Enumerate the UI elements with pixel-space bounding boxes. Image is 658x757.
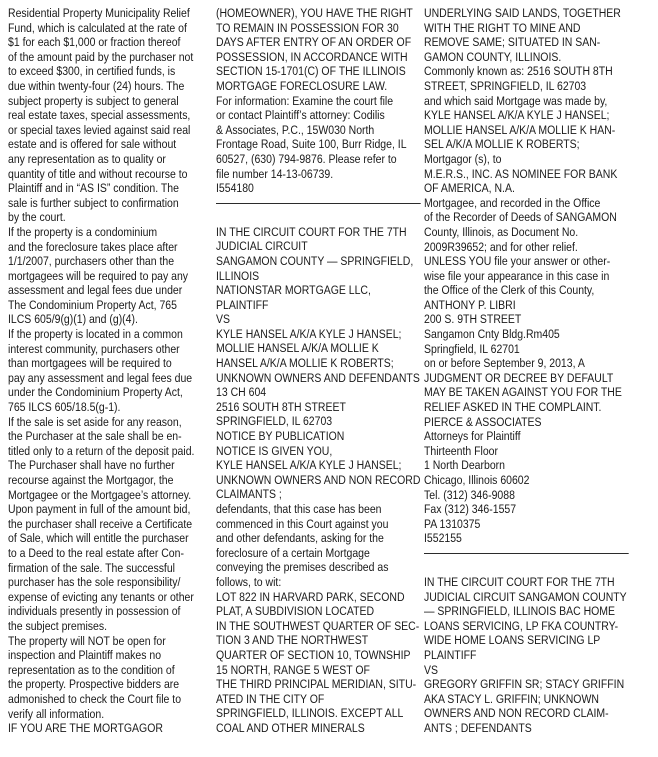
notice-text-line: Mortgagee or the Mortgagee’s attorney. <box>8 487 192 502</box>
notice-text-line: If the property is a condominium <box>8 224 158 239</box>
notice-text-line: of the amount paid by the purchaser not <box>8 49 194 64</box>
notice-text-line: 200 S. 9TH STREET <box>424 312 522 327</box>
notice-text-line: under the Condominium Property Act, <box>8 385 183 400</box>
notice-text-line: The property will NOT be open for <box>8 633 166 648</box>
notice-text-line: wise file your appearance in this case in <box>424 268 610 283</box>
notice-text-line: commenced in this Court against you <box>216 516 389 531</box>
notice-text-line: (HOMEOWNER), YOU HAVE THE RIGHT <box>216 6 413 20</box>
notice-text-line: POSSESSION, IN ACCORDANCE WITH <box>216 49 408 64</box>
notice-text-line: NATIONSTAR MORTGAGE LLC, <box>216 283 371 298</box>
notice-text-line: UNKNOWN OWNERS AND DEFENDANTS <box>216 370 420 385</box>
notice-text-line: 2009R39652; and for other relief. <box>424 239 578 254</box>
notice-text-line: defendants, that this case has been <box>216 502 382 516</box>
notice-text-line: SEL A/K/A MOLLIE K ROBERTS; <box>424 137 580 152</box>
notice-text-line: ILLINOIS <box>216 268 260 283</box>
notice-divider <box>424 553 629 554</box>
notice-text-line: mortgagees will be required to pay any <box>8 268 189 283</box>
notice-text-line: KYLE HANSEL A/K/A KYLE J HANSEL; <box>216 326 402 341</box>
notice-text-line: & Associates, P.C., 15W030 North <box>216 122 375 137</box>
notice-text-line: I554180 <box>216 181 254 196</box>
notice-text-line: JUDICIAL CIRCUIT SANGAMON COUNTY <box>424 589 627 604</box>
notice-text-line: NOTICE BY PUBLICATION <box>216 429 345 444</box>
column-3 <box>424 6 629 736</box>
notice-text-line: by the court. <box>8 210 66 225</box>
notice-text-line: QUARTER OF SECTION 10, TOWNSHIP <box>216 647 411 662</box>
notice-text-line: AKA STACY L. GRIFFIN; UNKNOWN <box>424 691 599 706</box>
notice-text-line: SECTION 15-1701(C) OF THE ILLINOIS <box>216 64 406 79</box>
notice-text-line: SANGAMON COUNTY — SPRINGFIELD, <box>216 253 414 268</box>
notice-text-line: PLAT, A SUBDIVISION LOCATED <box>216 604 375 619</box>
notice-text-line: Mortgagor (s), to <box>424 151 502 166</box>
notice-text-line: RELIEF ASKED IN THE COMPLAINT. <box>424 400 602 415</box>
notice-text-line: purchaser has the sole responsibility/ <box>8 575 181 590</box>
notice-text-line: NOTICE IS GIVEN YOU, <box>216 443 333 458</box>
notice-text-line: HANSEL A/K/A MOLLIE K ROBERTS; <box>216 356 394 371</box>
notice-text-line: Fax (312) 346-1557 <box>424 502 517 517</box>
notice-text-line: Fund, which is calculated at the rate of <box>8 20 187 35</box>
notice-text-line: ATED IN THE CITY OF <box>216 691 325 706</box>
column-1 <box>8 6 194 736</box>
notice-text-line: Tel. (312) 346-9088 <box>424 487 515 502</box>
notice-text-line: titled only to a return of the deposit paid. <box>8 443 195 458</box>
notice-text-line: to a Deed to the real estate after Con- <box>8 545 184 560</box>
notice-text-line: and the foreclosure takes place after <box>8 239 178 254</box>
notice-text-line: 60527, (630) 794-9876. Please refer to <box>216 151 397 166</box>
notice-text-line: CLAIMANTS ; <box>216 487 282 502</box>
notice-text-line: OWNERS AND NON RECORD CLAIM- <box>424 706 609 721</box>
notice-divider <box>216 203 421 204</box>
notice-text-line: COAL AND OTHER MINERALS <box>216 720 365 735</box>
notice-text-line: the property. Prospective bidders are <box>8 677 180 692</box>
notice-text-line: PIERCE & ASSOCIATES <box>424 414 542 429</box>
notice-text-line: Upon payment in full of the amount bid, <box>8 502 191 517</box>
notice-text-line: the purchaser shall receive a Certificate <box>8 516 193 531</box>
notice-text-line: of the Recorder of Deeds of SANGAMON <box>424 210 617 225</box>
notice-text-line: TO REMAIN IN POSSESSION FOR 30 <box>216 20 399 35</box>
notice-text-line: If the property is located in a common <box>8 327 183 342</box>
notice-text-line: quantity of title and without recourse to <box>8 166 188 181</box>
notice-text-line: ANTHONY P. LIBRI <box>424 297 516 312</box>
notice-text-line: foreclosure of a certain Mortgage <box>216 545 370 560</box>
notice-text-line: expense of evicting any tenants or other <box>8 589 194 604</box>
notice-text-line: IF YOU ARE THE MORTGAGOR <box>8 721 163 736</box>
notice-text-line: 765 ILCS 605/18.5(g-1). <box>8 400 121 415</box>
notice-text-line: of Sale, which will entitle the purchaser <box>8 531 189 546</box>
notice-text-line: individuals presently in possession of <box>8 604 181 619</box>
notice-text-line: PLAINTIFF <box>424 647 477 662</box>
notice-text-line: file number 14-13-06739. <box>216 166 334 181</box>
notice-text-line: JUDICIAL CIRCUIT <box>216 239 308 254</box>
notice-text-line: 13 CH 604 <box>216 385 267 400</box>
notice-text-line: Plaintiff and in “AS IS” condition. The <box>8 181 179 196</box>
notice-text-line: JUDGMENT OR DECREE BY DEFAULT <box>424 370 614 385</box>
notice-text-line: verify all information. <box>8 706 105 721</box>
notice-text-line: recourse against the Mortgagor, the <box>8 473 174 487</box>
notice-text-line: M.E.R.S., INC. AS NOMINEE FOR BANK <box>424 166 618 181</box>
notice-text-line: any representation as to quality or <box>8 151 166 166</box>
notice-text-line: MAY BE TAKEN AGAINST YOU FOR THE <box>424 385 622 400</box>
notice-text-line: on or before September 9, 2013, A <box>424 356 585 371</box>
notice-text-line: LOANS SERVICING, LP FKA COUNTRY- <box>424 618 619 633</box>
notice-text-line: the Office of the Clerk of this County, <box>424 283 595 298</box>
notice-text-line: assessment and legal fees due under <box>8 283 183 298</box>
notice-text-line: UNKNOWN OWNERS AND NON RECORD <box>216 472 421 487</box>
notice-text-line: STREET, SPRINGFIELD, IL 62703 <box>424 78 587 93</box>
notice-text-line: VS <box>216 312 230 327</box>
notice-text-line: inspection and Plaintiff makes no <box>8 648 162 663</box>
notice-text-line: UNDERLYING SAID LANDS, TOGETHER <box>424 6 621 20</box>
notice-text-line: ILCS 605/9(g)(1) and (g)(4). <box>8 312 138 327</box>
notice-text-line: UNLESS YOU file your answer or other- <box>424 254 611 269</box>
notice-text-line: WIDE HOME LOANS SERVICING LP <box>424 633 601 648</box>
notice-text-line: representation as to the condition of <box>8 662 175 677</box>
notice-text-line: Chicago, Illinois 60602 <box>424 473 530 487</box>
notice-text-line: The Purchaser shall have no further <box>8 458 175 473</box>
notice-text-line: — SPRINGFIELD, ILLINOIS BAC HOME <box>424 604 616 619</box>
notice-text-line: or special taxes levied against said real <box>8 122 191 137</box>
notice-text-line: due within twenty-four (24) hours. The <box>8 78 185 93</box>
notice-text-line: interest community, purchasers other <box>8 341 180 356</box>
notice-text-line: admonished to check the Court file to <box>8 691 182 706</box>
notice-text-line: OF AMERICA, N.A. <box>424 181 515 196</box>
notice-text-line: Attorneys for Plaintiff <box>424 429 521 444</box>
notice-text-line: THE THIRD PRINCIPAL MERIDIAN, SITU- <box>216 677 417 692</box>
notice-text-line: and other defendants, asking for the <box>216 531 384 546</box>
notice-text-line: 1/1/2007, purchasers other than the <box>8 254 175 269</box>
notice-text-line: SPRINGFIELD, IL 62703 <box>216 414 333 429</box>
notice-text-line: KYLE HANSEL A/K/A KYLE J HANSEL; <box>424 108 610 123</box>
notice-text-line: MOLLIE HANSEL A/K/A MOLLIE K <box>216 341 379 356</box>
notice-text-line: pay any assessment and legal fees due <box>8 370 193 385</box>
notice-text-line: sale is further subject to confirmation <box>8 195 179 210</box>
notice-text-line: to exceed $300, in certified funds, is <box>8 64 176 79</box>
notice-text-line: MORTGAGE FORECLOSURE LAW. <box>216 78 388 93</box>
notice-text-line: DAYS AFTER ENTRY OF AN ORDER OF <box>216 35 412 50</box>
notice-text-line: Springfield, IL 62701 <box>424 341 520 356</box>
notice-text-line: The Condominium Property Act, 765 <box>8 297 177 312</box>
notice-text-line: Commonly known as: 2516 SOUTH 8TH <box>424 64 613 79</box>
notice-text-line: or contact Plaintiff’s attorney: Codilis <box>216 108 385 123</box>
notice-text-line: 15 NORTH, RANGE 5 WEST OF <box>216 662 370 677</box>
notice-text-line: real estate taxes, special assessments, <box>8 108 191 123</box>
notice-text-line: Residential Property Municipality Relief <box>8 6 190 20</box>
notice-text-line: 1 North Dearborn <box>424 458 505 473</box>
notice-text-line: than mortgagees will be required to <box>8 356 172 371</box>
notice-text-line: firmation of the sale. The successful <box>8 560 176 575</box>
notice-text-line: PA 1310375 <box>424 516 481 531</box>
notice-text-line: GREGORY GRIFFIN SR; STACY GRIFFIN <box>424 677 625 692</box>
notice-text-line: VS <box>424 662 438 677</box>
notice-text-line: estate and is offered for sale without <box>8 137 177 152</box>
notice-text-line: $1 for each $1,000 or fraction thereof <box>8 35 181 50</box>
notice-text-line: I552155 <box>424 531 462 546</box>
notice-text-line: and which said Mortgage was made by, <box>424 93 608 108</box>
notice-text-line: subject property is subject to general <box>8 93 179 108</box>
notice-text-line: the Purchaser at the sale shall be en- <box>8 429 182 444</box>
notice-text-line: For information: Examine the court file <box>216 93 394 108</box>
notice-text-line: If the sale is set aside for any reason, <box>8 414 182 429</box>
notice-text-line: MOLLIE HANSEL A/K/A MOLLIE K HAN- <box>424 122 616 137</box>
column-2 <box>216 6 421 736</box>
notice-text-line: GAMON COUNTY, ILLINOIS. <box>424 49 562 64</box>
notice-text-line: LOT 822 IN HARVARD PARK, SECOND <box>216 589 405 604</box>
notice-text-line: TION 3 AND THE NORTHWEST <box>216 633 369 648</box>
notice-text-line: 2516 SOUTH 8TH STREET <box>216 399 346 414</box>
notice-text-line: County, Illinois, as Document No. <box>424 224 579 239</box>
notice-text-line: the subject premises. <box>8 618 108 633</box>
notice-text-line: REMOVE SAME; SITUATED IN SAN- <box>424 35 601 50</box>
notice-text-line: follows, to wit: <box>216 574 282 589</box>
notice-text-line: Sangamon Cnty Bldg.Rm405 <box>424 327 560 342</box>
notice-text-line: Thirteenth Floor <box>424 443 498 458</box>
notice-text-line: Mortgagee, and recorded in the Office <box>424 195 601 210</box>
notice-text-line: PLAINTIFF <box>216 297 269 312</box>
notice-text-line: conveying the premises described as <box>216 560 389 575</box>
notice-text-line: ANTS ; DEFENDANTS <box>424 720 532 735</box>
notice-text-line: Frontage Road, Suite 100, Burr Ridge, IL <box>216 137 407 152</box>
notice-text-line: IN THE CIRCUIT COURT FOR THE 7TH <box>424 574 615 589</box>
notice-text-line: SPRINGFIELD, ILLINOIS. EXCEPT ALL <box>216 706 404 721</box>
notice-text-line: IN THE CIRCUIT COURT FOR THE 7TH <box>216 224 407 239</box>
notice-text-line: KYLE HANSEL A/K/A KYLE J HANSEL; <box>216 458 402 473</box>
notice-text-line: IN THE SOUTHWEST QUARTER OF SEC- <box>216 618 420 633</box>
notice-text-line: WITH THE RIGHT TO MINE AND <box>424 20 581 35</box>
